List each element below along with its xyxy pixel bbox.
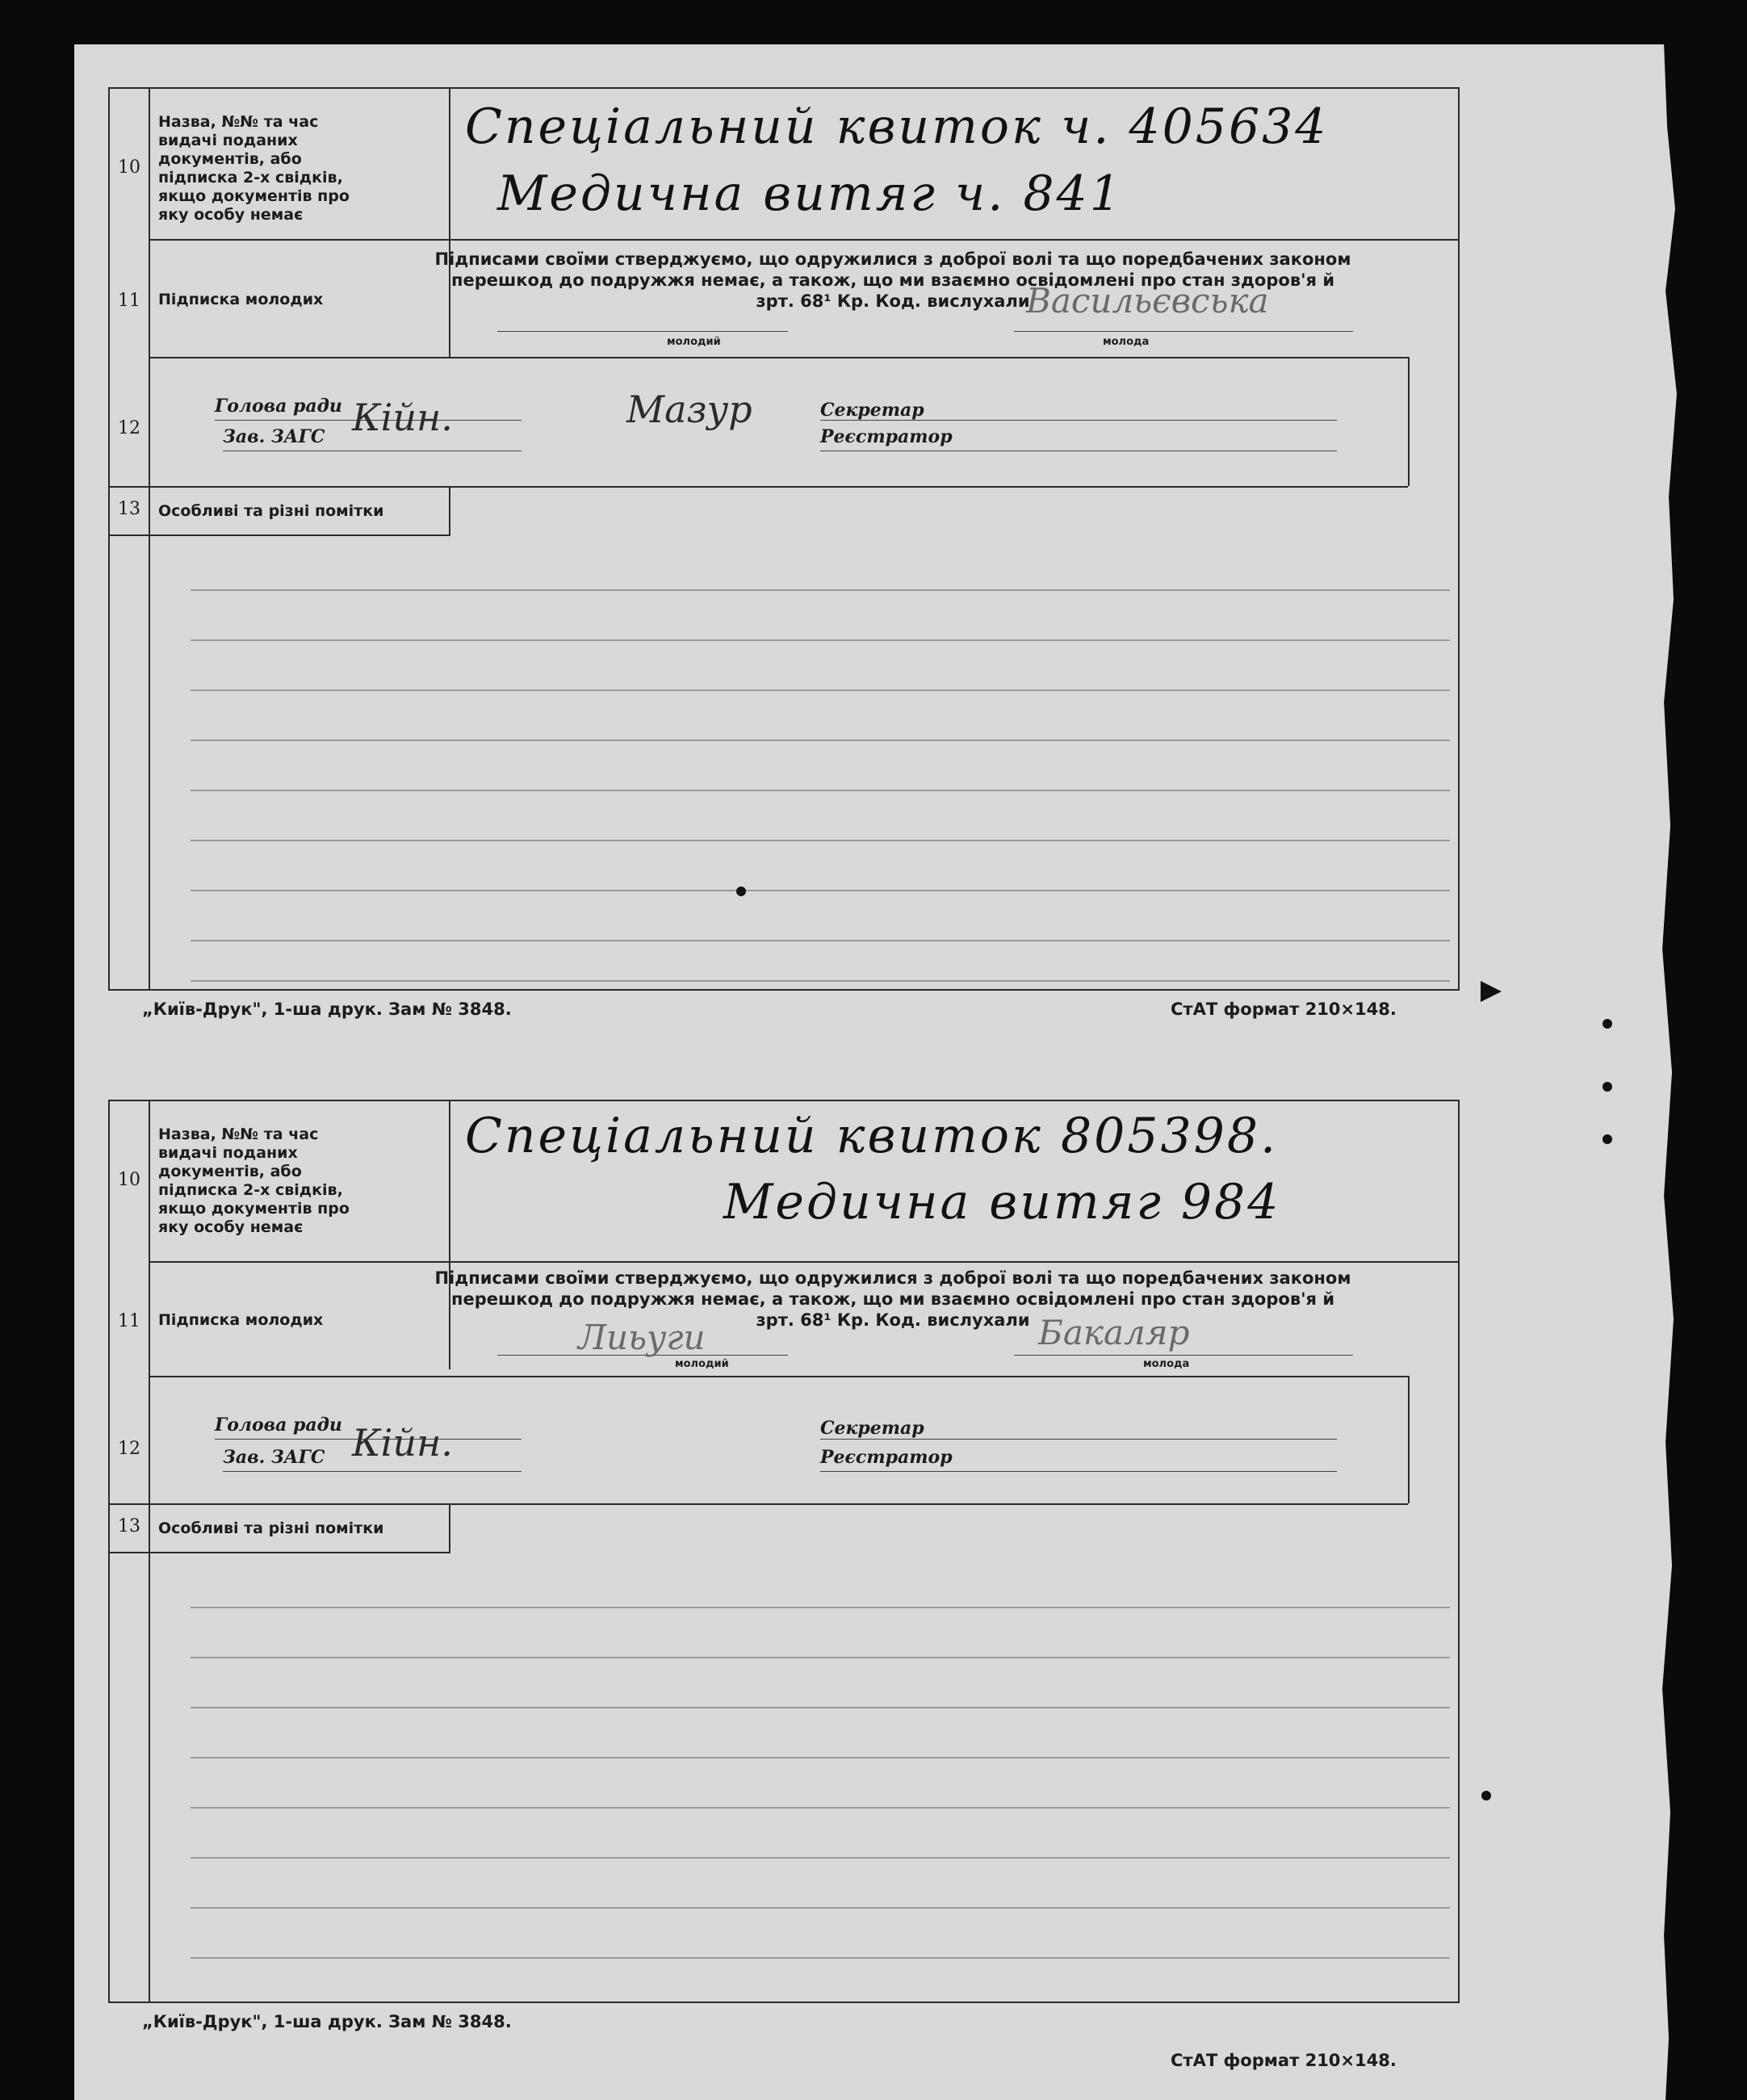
row-number-10: 10 (118, 1170, 140, 1190)
row-number-11: 11 (118, 291, 140, 311)
head-of-council-label: Голова ради (215, 1415, 342, 1436)
marriage-record-form-top (108, 87, 1460, 991)
bride-label: молода (1103, 336, 1150, 348)
printer-imprint-bottom: „Київ-Друк", 1-ша друк. Зам № 3848. (142, 2012, 512, 2031)
row10-handwriting-line1: Спеціальний квиток ч. 405634 (465, 99, 1329, 155)
row11-label: Підписка молодих (158, 1311, 324, 1329)
binding-hole-dot (1602, 1134, 1612, 1144)
row-number-13: 13 (118, 1516, 140, 1536)
head-of-council-label: Голова ради (215, 396, 342, 417)
row-number-10: 10 (118, 157, 140, 178)
row-number-12: 12 (118, 1439, 140, 1459)
binding-hole-dot (1602, 1082, 1612, 1092)
head-signature: Кійн. (352, 1421, 453, 1465)
declaration-text: Підписами своїми стверджуємо, що одружилися з доброї волі та що поредбачених законом перешкод до подружжя немає, а також, що ми взаємно освідомлені про стан здоров'я й зрт. 68¹ Кр. Код. вислухали (434, 249, 1351, 311)
row-number-column (110, 89, 150, 989)
binding-hole-dot (1602, 1019, 1612, 1029)
groom-label: молодий (675, 1358, 729, 1370)
secretary-label: Секретар (820, 400, 924, 421)
marriage-record-form-bottom (108, 1100, 1460, 2003)
row-number-12: 12 (118, 418, 140, 438)
bride-label: молода (1143, 1358, 1190, 1370)
zags-head-label: Зав. ЗАГС (223, 1447, 325, 1468)
zags-head-label: Зав. ЗАГС (223, 426, 325, 447)
row-number-13: 13 (118, 499, 140, 519)
format-label-top: СтАТ формат 210×148. (1171, 1000, 1397, 1019)
binding-hole-dot (1481, 1791, 1491, 1800)
row10-label: Назва, №№ та час видачі поданих документів, або підписка 2-х свідків, якщо документів про яку особу немає (158, 113, 350, 224)
registrar-label: Реєстратор (820, 426, 953, 447)
row10-handwriting-line1: Спеціальний квиток 805398. (465, 1108, 1279, 1164)
declaration-text: Підписами своїми стверджуємо, що одружилися з доброї волі та що поредбачених законом перешкод до подружжя немає, а також, що ми взаємно освідомлені про стан здоров'я й зрт. 68¹ Кр. Код. вислухали (434, 1268, 1351, 1330)
bride-signature: Васильєвська (1026, 281, 1269, 321)
format-label-bottom: СтАТ формат 210×148. (1171, 2051, 1397, 2070)
row11-label: Підписка молодих (158, 291, 324, 308)
row-number-11: 11 (118, 1311, 140, 1331)
groom-label: молодий (667, 336, 721, 348)
row10-label: Назва, №№ та час видачі поданих документів, або підписка 2-х свідків, якщо документів про яку особу немає (158, 1125, 350, 1236)
page-edge-marker (1481, 981, 1502, 1002)
row13-label: Особливі та різні помітки (158, 502, 384, 520)
row10-handwriting-line2: Медична витяг ч. 841 (497, 166, 1123, 222)
groom-signature: Лиьуги (578, 1318, 706, 1357)
printer-imprint-top: „Київ-Друк", 1-ша друк. Зам № 3848. (142, 1000, 512, 1019)
ink-speck (736, 887, 746, 896)
registrar-label: Реєстратор (820, 1447, 953, 1468)
bride-signature: Бакаляр (1038, 1313, 1190, 1352)
registrar-signature: Мазур (626, 388, 752, 431)
row10-handwriting-line2: Медична витяг 984 (723, 1174, 1281, 1230)
secretary-label: Секретар (820, 1418, 924, 1439)
head-signature: Кійн. (352, 396, 453, 439)
row13-label: Особливі та різні помітки (158, 1519, 384, 1537)
